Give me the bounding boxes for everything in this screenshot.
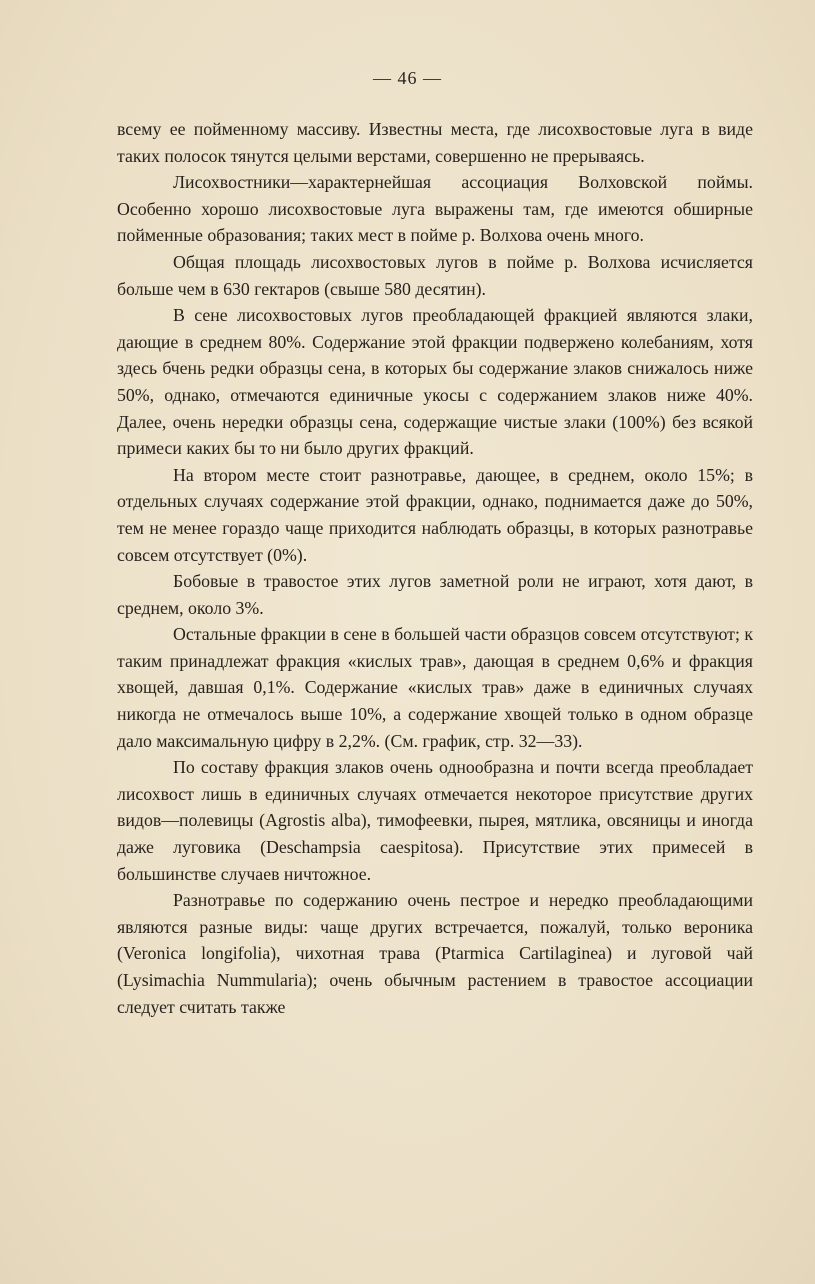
paragraph-2: Лисохвостники—характернейшая ассоциация Волховской поймы. Особенно хорошо лисохвостовые луга выражены там, где имеются обширные пойменные образования; таких мест в пойме р. Волхова очень много.	[117, 172, 753, 246]
paragraph-3: Общая площадь лисохвостовых лугов в пойме р. Волхова исчисляется больше чем в 630 гектаров (свыше 580 десятин).	[117, 251, 753, 299]
paragraph-9: Разнотравье по содержанию очень пестрое и нередко преобладающими являются разные виды: чаще других встречается, пожалуй, только вероника (Veronica longifolia), чихотная трава (Ptarmica Cartilaginea) и луговой чай (Lysimachia Nummularia); очень обычным растением в травостое ассоциации следует считать также	[117, 890, 753, 1017]
paragraph-5: На втором месте стоит разнотравье, дающее, в среднем, около 15%; в отдельных случаях содержание этой фракции, однако, поднимается даже до 50%, тем не менее гораздо чаще приходится наблюдать образцы, в которых разнотравье совсем отсутствует (0%).	[117, 464, 753, 565]
paragraph-4: В сене лисохвостовых лугов преобладающей фракцией являются злаки, дающие в среднем 80%. Содержание этой фракции подвержено колебаниям, хотя здесь бчень редки образцы сена, в которых бы содержание злаков снижалось ниже 50%, однако, отмечаются единичные укосы с содержанием злаков ниже 40%. Далее, очень нередки образцы сена, содержащие чистые злаки (100%) без всякой примеси каких бы то ни было других фракций.	[117, 305, 753, 459]
page-number: — 46 —	[373, 68, 442, 88]
paragraph-7: Остальные фракции в сене в большей части образцов совсем отсутствуют; к таким принадлежат фракция «кислых трав», дающая в среднем 0,6% и фракция хвощей, давшая 0,1%. Содержание «кислых трав» даже в единичных случаях никогда не отмечалось выше 10%, а содержание хвощей только в одном образце дало максимальную цифру в 2,2%. (См. график, стр. 32—33).	[117, 624, 753, 751]
paragraph-8: По составу фракция злаков очень однообразна и почти всегда преобладает лисохвост лишь в единичных случаях отмечается некоторое присутствие других видов—полевицы (Agrostis alba), тимофеевки, пырея, мятлика, овсяницы и иногда даже луговика (Deschampsia caespitosa). Присутствие этих примесей в большинстве случаев ничтожное.	[117, 757, 753, 884]
body-text	[117, 116, 753, 1020]
paragraph-1: всему ее пойменному массиву. Известны места, где лисохвостовые луга в виде таких полосок тянутся целыми верстами, совершенно не прерываясь.	[117, 119, 753, 166]
paragraph-6: Бобовые в травостое этих лугов заметной роли не играют, хотя дают, в среднем, около 3%.	[117, 571, 753, 618]
